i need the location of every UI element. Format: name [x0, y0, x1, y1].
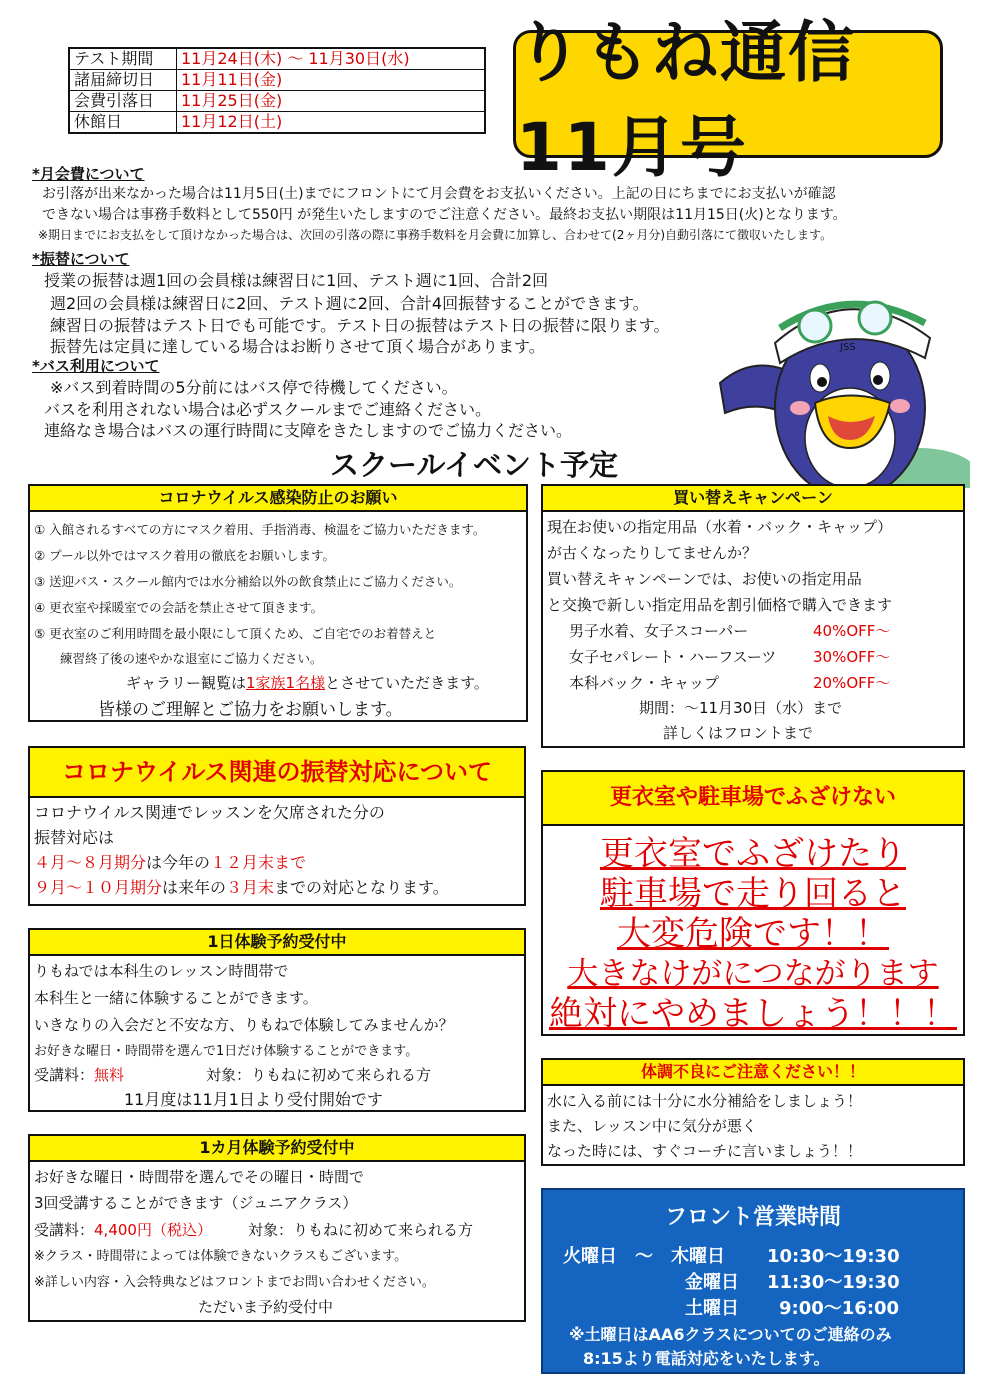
campaign-period: 期間：～11月30日（水）まで: [639, 699, 843, 717]
gallery-limit: 1家族1名様: [246, 674, 326, 692]
one-month-target: 対象：りもねに初めて来られる方: [248, 1221, 474, 1239]
health-line: 水に入る前には十分に水分補給をしましょう！: [547, 1092, 863, 1110]
one-day-start: 11月度は11月1日より受付開始です: [124, 1090, 383, 1109]
one-day-fee: 受講料：無料: [34, 1066, 125, 1084]
one-month-line: お好きな曜日・時間帯を選んでその曜日・時間で: [34, 1168, 365, 1186]
health-heading: 体調不良にご注意ください！！: [543, 1060, 963, 1086]
makeup-text: 振替対応は: [34, 828, 115, 847]
warning-line: 大変危険です！！: [617, 914, 889, 954]
covid-item: ② プール以外ではマスク着用の徹底をお願いします。: [34, 548, 336, 563]
campaign-line: と交換で新しい指定用品を割引価格で購入できます: [547, 596, 893, 614]
mascot-cap-text: JSS: [840, 342, 856, 353]
makeup-line: 振替先は定員に達している場合はお断りさせて頂く場合があります。: [50, 337, 545, 356]
penguin-mascot-icon: [700, 288, 970, 488]
schedule-row: 休館日 11月12日(土): [69, 112, 485, 134]
makeup-line: 授業の振替は週1回の会員様は練習日に1回、テスト週に1回、合計2回: [44, 271, 549, 290]
campaign-discount: 20%OFF～: [813, 674, 891, 692]
covid-makeup-heading: コロナウイルス関連の振替対応について: [30, 748, 524, 798]
bus-line: ※バス到着時間の5分前にはバス停で待機してください。: [50, 378, 458, 397]
front-hours-time: 10:30～19:30: [767, 1246, 900, 1267]
one-day-heading: 1日体験予約受付中: [30, 930, 524, 956]
covid-makeup-box: [28, 746, 526, 906]
no-horseplay-box: [541, 770, 965, 1036]
one-month-line: 3回受講することができます（ジュニアクラス）: [34, 1194, 358, 1212]
campaign-item: 女子セパレート・ハーフスーツ: [569, 648, 777, 666]
schedule-table: [68, 47, 486, 134]
covid-item: ⑤ 更衣室のご利用時間を最小限にして頂くため、ご自宅でのお着替えと: [34, 626, 437, 641]
fee-line: お引落が出来なかった場合は11月5日(土)までにフロントにて月会費をお支払いください。上記の日にちまでにお支払いが確認: [42, 186, 836, 202]
one-month-note: ※クラス・時間帯によっては体験できないクラスもございます。: [34, 1249, 408, 1264]
one-day-line: お好きな曜日・時間帯を選んで1日だけ体験することができます。: [34, 1044, 419, 1059]
campaign-item: 男子水着、女子スコーパー: [569, 622, 749, 640]
front-hours-days: 金曜日: [685, 1272, 739, 1293]
makeup-period-line: ９月～１０月期分は来年の３月末までの対応となります。: [34, 878, 449, 897]
health-line: なった時には、すぐコーチに言いましょう！！: [547, 1142, 863, 1160]
fee-line: できない場合は事務手数料として550円 が発生いたしますのでご注意ください。最終お支払い期限は11月15日(火)となります。: [42, 207, 847, 223]
warning-line: 絶対にやめましょう！！！: [549, 994, 957, 1034]
campaign-line: 現在お使いの指定用品（水着・バック・キャップ）: [547, 518, 893, 536]
fee-heading: *月会費について: [32, 165, 145, 183]
gallery-line: ギャラリー観覧は1家族1名様とさせていただきます。: [126, 674, 489, 692]
one-month-closing: ただいま予約受付中: [198, 1298, 334, 1316]
schedule-row: 会費引落日 11月25日(金): [69, 91, 485, 112]
health-line: また、レッスン中に気分が悪く: [547, 1117, 757, 1135]
makeup-period-line: ４月～８月期分は今年の１２月末まで: [34, 853, 307, 872]
campaign-discount: 40%OFF～: [813, 622, 891, 640]
front-hours-time: 11:30～19:30: [767, 1272, 900, 1293]
covid-item: 練習終了後の速やかな退室にご協力ください。: [60, 651, 323, 666]
one-month-heading: 1カ月体験予約受付中: [30, 1136, 524, 1162]
makeup-line: 練習日の振替はテスト日でも可能です。テスト日の振替はテスト日の振替に限ります。: [50, 316, 670, 335]
schedule-row: テスト期間 11月24日(木) ～ 11月30日(水): [69, 48, 485, 70]
campaign-item: 本科バック・キャップ: [569, 674, 720, 692]
covid-request-heading: コロナウイルス感染防止のお願い: [30, 486, 526, 512]
covid-item: ④ 更衣室や採暖室での会話を禁止させて頂きます。: [34, 600, 324, 615]
makeup-line: 週2回の会員様は練習日に2回、テスト週に2回、合計4回振替することができます。: [50, 294, 649, 313]
campaign-box: [541, 484, 965, 748]
bus-line: バスを利用されない場合は必ずスクールまでご連絡ください。: [44, 400, 492, 419]
front-hours-days: 土曜日: [685, 1298, 739, 1319]
front-hours-heading: フロント営業時間: [664, 1205, 841, 1230]
campaign-heading: 買い替えキャンペーン: [543, 486, 963, 512]
no-horseplay-heading: 更衣室や駐車場でふざけない: [543, 772, 963, 826]
campaign-line: 買い替えキャンペーンでは、お使いの指定用品: [547, 570, 862, 588]
health-box: [541, 1058, 965, 1166]
front-hours-time: 9:00～16:00: [779, 1298, 900, 1319]
campaign-discount: 30%OFF～: [813, 648, 891, 666]
covid-request-box: [28, 484, 528, 722]
covid-item: ③ 送迎バス・スクール館内では水分補給以外の飲食禁止にご協力ください。: [34, 574, 462, 589]
warning-line: 大きなけがにつながります: [567, 956, 939, 992]
one-month-fee: 受講料：4,400円（税込）: [34, 1221, 212, 1239]
event-section-title: スクールイベント予定: [330, 448, 618, 482]
warning-line: 更衣室でふざけたり: [600, 834, 906, 874]
covid-closing: 皆様のご理解とご協力をお願いします。: [98, 700, 403, 720]
one-day-target: 対象：りもねに初めて来られる方: [206, 1066, 432, 1084]
fee-note: ※期日までにお支払をして頂けなかった場合は、次回の引落の際に事務手数料を月会費に加算し、合わせて(2ヶ月分)自動引落にて徴収いたします。: [38, 228, 833, 242]
warning-line: 駐車場で走り回ると: [600, 874, 906, 914]
front-hours-days: 火曜日 ～ 木曜日: [563, 1246, 725, 1267]
makeup-text: コロナウイルス関連でレッスンを欠席された分の: [34, 803, 385, 822]
front-hours-note: ※土曜日はAA6クラスについてのご連絡のみ: [569, 1325, 892, 1344]
front-hours-note: 8:15より電話対応をいたします。: [583, 1349, 830, 1368]
one-day-line: りもねでは本科生のレッスン時間帯で: [34, 962, 289, 980]
newsletter-title: りもね通信11月号: [513, 30, 943, 158]
one-day-line: いきなりの入会だと不安な方、りもねで体験してみませんか？: [34, 1016, 454, 1034]
bus-line: 連絡なき場合はバスの運行時間に支障をきたしますのでご協力ください。: [44, 421, 573, 440]
one-day-line: 本科生と一緒に体験することができます。: [34, 989, 318, 1007]
campaign-line: が古くなったりしてませんか？: [547, 544, 758, 562]
covid-item: ① 入館されるすべての方にマスク着用、手指消毒、検温をご協力いただきます。: [34, 522, 486, 537]
schedule-row: 諸届締切日 11月11日(金): [69, 70, 485, 91]
one-month-trial-box: [28, 1134, 526, 1322]
makeup-heading: *振替について: [32, 250, 130, 268]
campaign-detail: 詳しくはフロントまで: [663, 724, 814, 742]
bus-heading: *バス利用について: [32, 357, 160, 375]
front-hours-box: [541, 1188, 965, 1374]
one-month-note: ※詳しい内容・入会特典などはフロントまでお問い合わせください。: [34, 1275, 435, 1290]
one-day-trial-box: [28, 928, 526, 1112]
